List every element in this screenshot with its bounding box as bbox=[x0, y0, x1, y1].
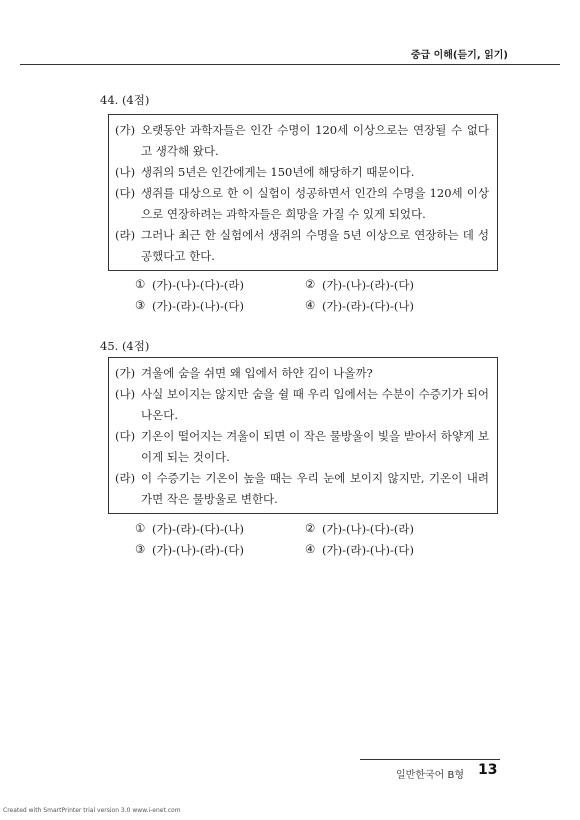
item-mark: (다) bbox=[115, 429, 136, 443]
option-1[interactable] bbox=[135, 521, 305, 537]
option-row bbox=[135, 539, 475, 560]
passage-item bbox=[115, 225, 489, 267]
header-divider bbox=[20, 64, 560, 65]
option-text: (가)-(나)-(라)-(다) bbox=[322, 277, 414, 292]
item-mark: (다) bbox=[115, 186, 136, 200]
question-44-options bbox=[135, 274, 475, 316]
passage-item bbox=[115, 426, 489, 468]
option-number: ① bbox=[135, 276, 146, 291]
printer-watermark: Created with SmartPrinter trial version 3.0 www.i-enet.com bbox=[3, 807, 181, 814]
item-mark: (나) bbox=[115, 387, 136, 401]
item-text: 기온이 떨어지는 겨울이 되면 이 작은 물방울이 빛을 받아서 하얗게 보이게 되는 것이다. bbox=[141, 429, 489, 464]
option-4[interactable] bbox=[305, 298, 475, 314]
option-text: (가)-(라)-(다)-(나) bbox=[322, 298, 414, 313]
passage-item bbox=[115, 468, 489, 510]
passage-item bbox=[115, 120, 489, 162]
option-row bbox=[135, 295, 475, 316]
exam-label: 일반한국어 B형 bbox=[396, 770, 464, 781]
page-number: 13 bbox=[478, 762, 498, 778]
option-text: (가)-(라)-(나)-(다) bbox=[322, 542, 414, 557]
option-text: (가)-(라)-(다)-(나) bbox=[152, 521, 244, 536]
passage-item bbox=[115, 384, 489, 426]
item-text: 생쥐를 대상으로 한 이 실험이 성공하면서 인간의 수명을 120세 이상으로 연장하려는 과학자들은 희망을 가질 수 있게 되었다. bbox=[141, 186, 489, 221]
option-number: ④ bbox=[305, 297, 316, 312]
option-number: ② bbox=[305, 276, 316, 291]
option-2[interactable] bbox=[305, 277, 475, 293]
question-44-passage-box bbox=[108, 114, 498, 271]
item-mark: (라) bbox=[115, 471, 136, 485]
option-row bbox=[135, 518, 475, 539]
option-2[interactable] bbox=[305, 521, 475, 537]
item-text: 생쥐의 5년은 인간에게는 150년에 해당하기 때문이다. bbox=[141, 165, 415, 179]
section-label: 중급 이해(듣기, 읽기) bbox=[410, 50, 508, 61]
footer-divider bbox=[360, 759, 500, 760]
option-1[interactable] bbox=[135, 277, 305, 293]
item-text: 이 수증기는 기온이 높을 때는 우리 눈에 보이지 않지만, 기온이 내려가면 작은 물방울로 변한다. bbox=[141, 471, 489, 506]
item-text: 사실 보이지는 않지만 숨을 쉴 때 우리 입에서는 수분이 수증기가 되어 나온다. bbox=[141, 387, 489, 422]
option-3[interactable] bbox=[135, 542, 305, 558]
item-text: 겨울에 숨을 쉬면 왜 입에서 하얀 김이 나올까? bbox=[141, 366, 373, 380]
option-text: (가)-(라)-(나)-(다) bbox=[152, 298, 244, 313]
option-number: ③ bbox=[135, 541, 146, 556]
item-mark: (가) bbox=[115, 366, 136, 380]
option-text: (가)-(나)-(라)-(다) bbox=[152, 542, 244, 557]
option-4[interactable] bbox=[305, 542, 475, 558]
option-number: ② bbox=[305, 520, 316, 535]
item-mark: (나) bbox=[115, 165, 136, 179]
passage-item bbox=[115, 162, 489, 183]
option-text: (가)-(나)-(다)-(라) bbox=[152, 277, 244, 292]
question-44-heading: 44. (4점) bbox=[100, 93, 150, 107]
item-text: 그러나 최근 한 실험에서 생쥐의 수명을 5년 이상으로 연장하는 데 성공했다고 한다. bbox=[141, 228, 489, 263]
question-45-options bbox=[135, 518, 475, 560]
passage-item bbox=[115, 363, 489, 384]
item-text: 오랫동안 과학자들은 인간 수명이 120세 이상으로는 연장될 수 없다고 생각해 왔다. bbox=[141, 123, 489, 158]
question-45-heading: 45. (4점) bbox=[100, 339, 150, 353]
option-number: ① bbox=[135, 520, 146, 535]
passage-item bbox=[115, 183, 489, 225]
option-number: ④ bbox=[305, 541, 316, 556]
option-3[interactable] bbox=[135, 298, 305, 314]
option-row bbox=[135, 274, 475, 295]
option-text: (가)-(나)-(다)-(라) bbox=[322, 521, 414, 536]
option-number: ③ bbox=[135, 297, 146, 312]
item-mark: (가) bbox=[115, 123, 136, 137]
question-45-passage-box bbox=[108, 357, 498, 514]
item-mark: (라) bbox=[115, 228, 136, 242]
